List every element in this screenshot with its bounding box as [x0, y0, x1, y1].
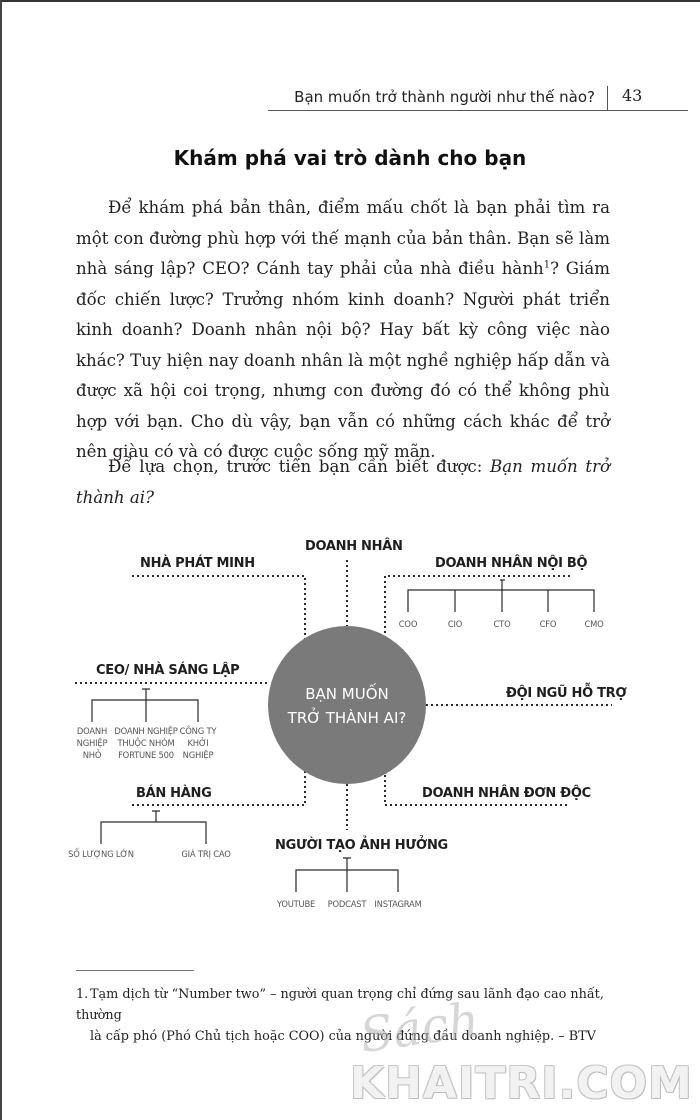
sub-fortune-500-line-3: FORTUNE 500 — [118, 750, 174, 760]
sub-cmo: CMO — [584, 619, 604, 629]
footnote-text-1: Tạm dịch từ “Number two” – người quan trọng chỉ đứng sau lãnh đạo cao nhất, thường — [76, 987, 604, 1023]
footnote-line-1 — [76, 984, 616, 1026]
sub-podcast: PODCAST — [327, 899, 367, 909]
sub-doanh-nghiep-nho-line-3: NHỎ — [82, 750, 102, 760]
sub-fortune-500 — [112, 725, 180, 761]
section-title: Khám phá vai trò dành cho bạn — [173, 146, 527, 170]
page-number: 43 — [622, 86, 643, 105]
bracket-ban-hang — [101, 811, 206, 844]
connector-doanh-nhan-noi-bo — [385, 576, 570, 648]
page-frame-top — [0, 0, 700, 24]
sub-coo: COO — [398, 619, 418, 629]
footnote-rule — [76, 970, 194, 971]
bracket-noi-bo — [408, 580, 594, 612]
footnote-line-2: là cấp phó (Phó Chủ tịch hoặc COO) của người đứng đầu doanh nghiệp. – BTV — [90, 1029, 596, 1044]
label-ceo-nha-sang-lap: CEO/ NHÀ SÁNG LẬP — [96, 663, 240, 678]
label-doanh-nhan-don-doc: DOANH NHÂN ĐƠN ĐỘC — [422, 786, 591, 801]
header-divider — [607, 86, 608, 110]
paragraph-2-lead: Để lựa chọn, trước tiên bạn cần biết được: — [108, 457, 490, 476]
label-doanh-nhan: DOANH NHÂN — [305, 539, 403, 554]
label-ban-hang: BÁN HÀNG — [136, 786, 212, 801]
running-header: Bạn muốn trở thành người như thế nào? — [294, 88, 595, 106]
label-doanh-nhan-noi-bo: DOANH NHÂN NỘI BỘ — [435, 556, 588, 571]
sub-doanh-nghiep-nho — [74, 725, 110, 761]
connector-nha-phat-minh — [132, 576, 305, 645]
sub-fortune-500-line-2: THUỘC NHÓM — [117, 738, 175, 748]
sub-cio: CIO — [447, 619, 463, 629]
footnote — [76, 984, 616, 1047]
label-nguoi-tao-anh-huong: NGƯỜI TẠO ẢNH HƯỞNG — [275, 838, 448, 853]
paragraph-1-text-b: ? Giám đốc chiến lược? Trưởng nhóm kinh doanh? Người phát triển kinh doanh? Doanh nhân nội bộ? Hay bất kỳ công việc nào khác? Tuy hiện nay doanh nhân là một nghề nghiệp hấp dẫn và được xã hội coi trọng, nhưng con đường đó có thể không phù hợp với bạn. Cho dù vậy, bạn vẫn có những cách khác để trở nên giàu có và có được cuộc sống mỹ mãn. — [76, 259, 610, 461]
diagram-hub-text — [268, 682, 426, 730]
sub-fortune-500-line-1: DOANH NGHIỆP — [114, 726, 178, 736]
sub-so-luong-lon: SỐ LƯỢNG LỚN — [68, 849, 134, 859]
body-paragraph-1 — [76, 193, 610, 468]
sub-cong-ty-khoi-nghiep-line-2: KHỞI — [187, 738, 209, 748]
sub-cong-ty-khoi-nghiep — [178, 725, 218, 761]
sub-instagram: INSTAGRAM — [374, 899, 422, 909]
sub-doanh-nghiep-nho-line-2: NGHIỆP — [76, 738, 108, 748]
sub-cong-ty-khoi-nghiep-line-1: CÔNG TY — [179, 726, 217, 736]
label-doi-ngu-ho-tro: ĐỘI NGŨ HỖ TRỢ — [506, 686, 627, 701]
sub-doanh-nghiep-nho-line-1: DOANH — [76, 726, 108, 736]
label-nha-phat-minh: NHÀ PHÁT MINH — [140, 556, 255, 571]
paragraph-1-text-a: Để khám phá bản thân, điểm mấu chốt là bạn phải tìm ra một con đường phù hợp với thế mạnh của bản thân. Bạn sẽ làm nhà sáng lập? CEO? Cánh tay phải của nhà điều hành — [76, 198, 610, 278]
sub-cong-ty-khoi-nghiep-line-3: NGHIỆP — [182, 750, 214, 760]
footnote-number: 1. — [76, 987, 89, 1002]
body-paragraph-2 — [76, 452, 610, 513]
bracket-ceo — [92, 689, 198, 722]
sub-youtube: YOUTUBE — [276, 899, 316, 909]
hub-line-2: TRỞ THÀNH AI? — [287, 709, 407, 727]
watermark-brand: KHAITRI.COM — [350, 1058, 693, 1109]
footnote-reference: 1 — [543, 259, 551, 271]
sub-gia-tri-cao: GIÁ TRỊ CAO — [181, 849, 231, 859]
sub-cfo: CFO — [539, 619, 557, 629]
bracket-nguoi-tao-anh-huong — [296, 858, 398, 892]
header-rule — [268, 110, 688, 111]
watermark-script: Sách — [356, 991, 483, 1065]
hub-line-1: BẠN MUỐN — [305, 685, 389, 703]
paragraph-2-question: Bạn muốn trở thành ai? — [76, 457, 610, 507]
sub-cto: CTO — [493, 619, 511, 629]
